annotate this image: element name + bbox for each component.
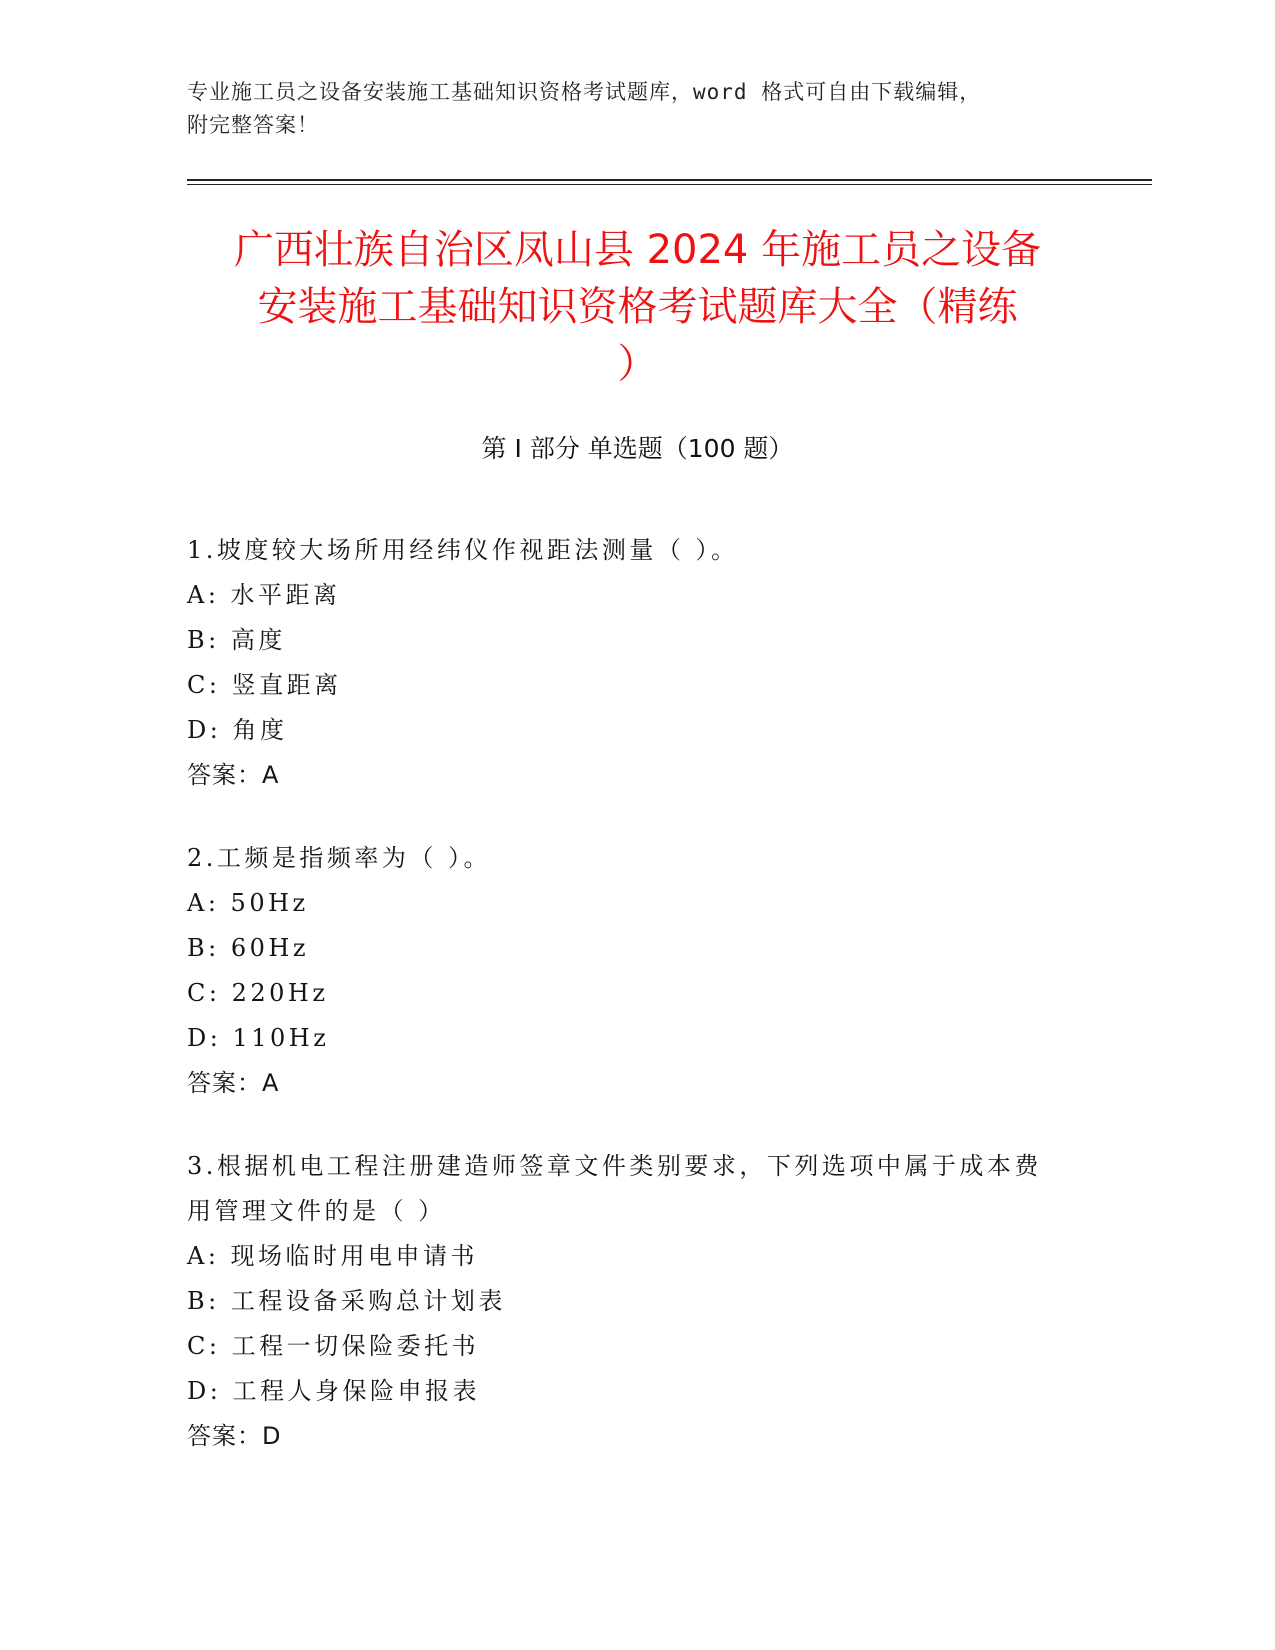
option-b: B: 高度: [187, 626, 286, 654]
document-title: [160, 222, 1115, 393]
question-stem: 3.根据机电工程注册建造师签章文件类别要求，下列选项中属于成本费用管理文件的是（ ）: [187, 1152, 1042, 1225]
question-stem: 2.工频是指频率为（ ）。: [187, 844, 492, 872]
option-b: B: 60Hz: [187, 934, 309, 962]
option-b: B: 工程设备采购总计划表: [187, 1287, 506, 1315]
answer-line: 答案：A: [187, 1069, 280, 1097]
question-item-3: [187, 1144, 1087, 1459]
section-heading: 第 I 部分 单选题（100 题）: [481, 434, 794, 463]
option-c: C: 竖直距离: [187, 671, 342, 699]
question-list: [187, 528, 1087, 1497]
option-a: A: 现场临时用电申请书: [187, 1242, 479, 1270]
question-item-2: [187, 836, 1087, 1106]
header-note-line-2: 附完整答案！: [187, 113, 319, 137]
answer-line: 答案：A: [187, 761, 280, 789]
title-line-2: 安装施工基础知识资格考试题库大全（精练: [257, 284, 1018, 330]
option-d: D: 角度: [187, 716, 288, 744]
option-a: A: 水平距离: [187, 581, 341, 609]
option-d: D: 110Hz: [187, 1024, 330, 1052]
option-a: A: 50Hz: [187, 889, 309, 917]
question-item-1: [187, 528, 1087, 798]
option-c: C: 220Hz: [187, 979, 329, 1007]
title-line-1: 广西壮族自治区凤山县 2024 年施工员之设备: [233, 227, 1042, 273]
header-divider-thin: [187, 184, 1152, 185]
option-d: D: 工程人身保险申报表: [187, 1377, 480, 1405]
option-c: C: 工程一切保险委托书: [187, 1332, 480, 1360]
title-line-3: ）: [617, 341, 658, 387]
header-divider-thick: [187, 179, 1152, 181]
question-stem: 1.坡度较大场所用经纬仪作视距法测量（ ）。: [187, 536, 739, 564]
header-note-line-1: 专业施工员之设备安装施工基础知识资格考试题库，word 格式可自由下载编辑，: [187, 80, 982, 104]
answer-line: 答案：D: [187, 1422, 282, 1450]
document-header-note: [187, 76, 1067, 142]
